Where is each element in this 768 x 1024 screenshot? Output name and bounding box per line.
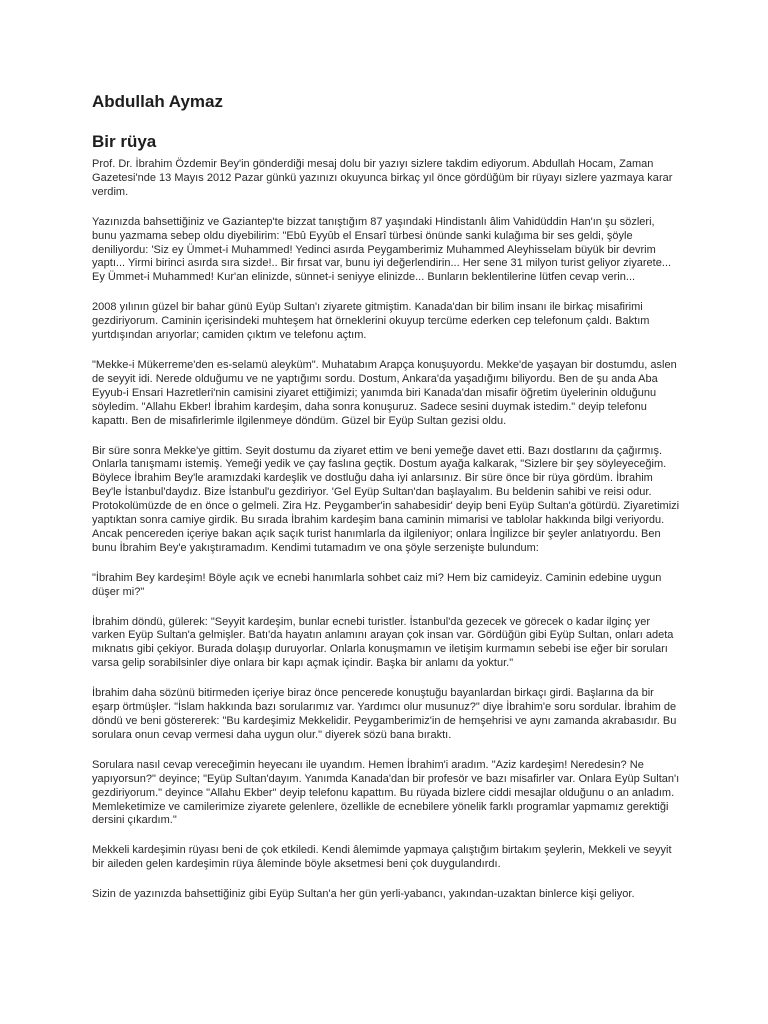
paragraph: Sorulara nasıl cevap vereceğimin heyecanı ile uyandım. Hemen İbrahim'i aradım. "Aziz kardeşim! Neredesin? Ne yapıyorsun?" deyince; "Eyüp Sultan'dayım. Yanımda Kanada'dan bir profesör ve bazı misafirler var. Onlara Eyüp Sultan'ı gezdiriyorum." deyince "Allahu Ekber" deyip telefonu kapattım. Bu rüyada bizlere ciddi mesajlar olduğunu o an anladım. Memleketimize ve camilerimize ziyarete gelenlere, özellikle de ecnebilere yönelik farklı programlar yapmamız gerektiği dersini çıkardım." [92,758,680,827]
paragraph: Yazınızda bahsettiğiniz ve Gaziantep'te bizzat tanıştığım 87 yaşındaki Hindistanlı âlim Vahidüddin Han'ın şu sözleri, bunu yazmama sebep oldu diyebilirim: "Ebû Eyyûb el Ensarî türbesi önünde sanki kulağıma bir ses geldi, şöyle deniliyordu: 'Siz ey Ümmet-i Muhammed! Yedinci asırda Peygamberimiz Muhammed Aleyhisselam büyük bir devrim yaptı... Yirmi birinci asırda sıra sizde!.. Bir fırsat var, bunu iyi değerlendirin... Her sene 31 milyon turist geliyor ziyarete... Ey Ümmet-i Muhammed! Kur'an elinizde, sünnet-i seniyye elinizde... Bunların beklentilerine lütfen cevap verin... [92,215,672,284]
paragraph: Sizin de yazınızda bahsettiğiniz gibi Eyüp Sultan'a her gün yerli-yabancı, yakından-uzaktan binlerce kişi geliyor. [92,888,635,901]
paragraph: 2008 yılının güzel bir bahar günü Eyüp Sultan'ı ziyarete gitmiştim. Kanada'dan bir bilim insanı ile birkaç misafirimi gezdiriyorum. Caminin içerisindeki muhteşem hat örneklerini okuyup tercüme ederken cep telefonum çaldı. Baktım yurtdışından arıyorlar; camiden çıktım ve telefonu açtım. [92,301,650,342]
article-title: Bir rüya [92,132,157,151]
paragraph: Prof. Dr. İbrahim Özdemir Bey'in gönderdiği mesaj dolu bir yazıyı sizlere takdim ediyorum. Abdullah Hocam, Zaman Gazetesi'nde 13 Mayıs 2012 Pazar günkü yazınızı okuyunca birkaç yıl önce gördüğüm bir rüyayı sizlere yazmaya karar verdim. [92,158,673,198]
paragraph: "İbrahim Bey kardeşim! Böyle açık ve ecnebi hanımlarla sohbet caiz mi? Hem biz camideyiz. Caminin edebine uygun düşer mi?" [92,571,662,598]
paragraph: Mekkeli kardeşimin rüyası beni de çok etkiledi. Kendi âlemimde yapmaya çalıştığım birtakım şeylerin, Mekkeli ve seyyit bir aileden gelen kardeşimin rüya âleminde böyle aksetmesi beni çok duygulandırdı. [92,844,672,871]
paragraph: İbrahim daha sözünü bitirmeden içeriye biraz önce pencerede konuştuğu bayanlardan birkaçı girdi. Başlarına da bir eşarp örtmüşler. "İslam hakkında bazı sorularımız var. Yardımcı olur musunuz?" diye İbrahim'e soru sordular. İbrahim de döndü ve beni göstererek: "Bu kardeşimiz Mekkelidir. Peygamberimiz'in de hemşehrisi ve aynı zamanda akrabasıdır. Bu sorulara onun cevap vermesi daha uygun olur." diyerek sözü bana bıraktı. [92,687,677,741]
paragraph: "Mekke-i Mükerreme'den es-selamü aleyküm". Muhatabım Arapça konuşuyordu. Mekke'de yaşayan bir dostumdu, aslen de seyyit idi. Nerede olduğumu ve ne yaptığımı sordu. Dostum, Ankara'da yaşadığımı biliyordu. Ben de şu anda Aba Eyyub-i Ensari Hazretleri'nin camisini ziyaret ettiğimizi; yanımda biri Kanada'dan misafir öğretim üyelerinin olduğunu söyledim. "Allahu Ekber! İbrahim kardeşim, daha sonra konuşuruz. Sadece sesini duymak istedim." deyip telefonu kapattı. Ben de misafirlerimle ilgilenmeye döndüm. Güzel bir Eyüp Sultan gezisi oldu. [92,358,677,427]
document-page [92,92,682,918]
paragraph: İbrahim döndü, gülerek: "Seyyit kardeşim, bunlar ecnebi turistler. İstanbul'da gezecek ve görecek o kadar ilginç yer varken Eyüp Sultan'a gelmişler. Batı'da hayatın anlamını arayan çok insan var. Gördüğün gibi Eyüp Sultan, onları adeta mıknatıs gibi çekiyor. Burada dolaşıp duruyorlar. Onlarla konuşmamın ve iletişim kurmamın sebebi ise eğer bir soruları varsa gelip sorabilsinler diye onlara bir kapı açmak içindir. Başka bir anlamı da yoktur." [92,615,674,670]
author-name: Abdullah Aymaz [92,92,223,111]
paragraph: Bir süre sonra Mekke'ye gittim. Seyit dostumu da ziyaret ettim ve beni yemeğe davet etti. Bazı dostlarını da çağırmış. Onlarla tanışmamı istemiş. Yemeği yedik ve çay faslına geçtik. Dostum ayağa kalkarak, "Sizlere bir şey söyleyeceğim. Böylece İbrahim Bey'le aramızdaki kardeşlik ve dostluğu daha iyi anlarsınız. Bir süre önce bir rüya gördüm. İbrahim Bey'le İstanbul'daydız. Bize İstanbul'u gezdiriyor. 'Gel Eyüp Sultan'dan başlayalım. Bu beldenin sahibi ve reisi odur. Protokolümüzde de en önce o gelmeli. Zira Hz. Peygamber'in sahabesidir' deyip beni Eyüp Sultan'a götürdü. Ziyaretimizi yaptıktan sonra camiye girdik. Bu sırada İbrahim kardeşim bana caminin mimarisi ve tablolar hakkında bilgi veriyordu. Ancak pencereden içeriye bakan açık saçık turist hanımlarla da ilgileniyor; onlara İngilizce bir şeyler anlatıyordu. Ben bunu İbrahim Bey'e yakıştıramadım. Kendimi tutamadım ve ona şöyle serzenişte bulundum: [92,444,680,554]
